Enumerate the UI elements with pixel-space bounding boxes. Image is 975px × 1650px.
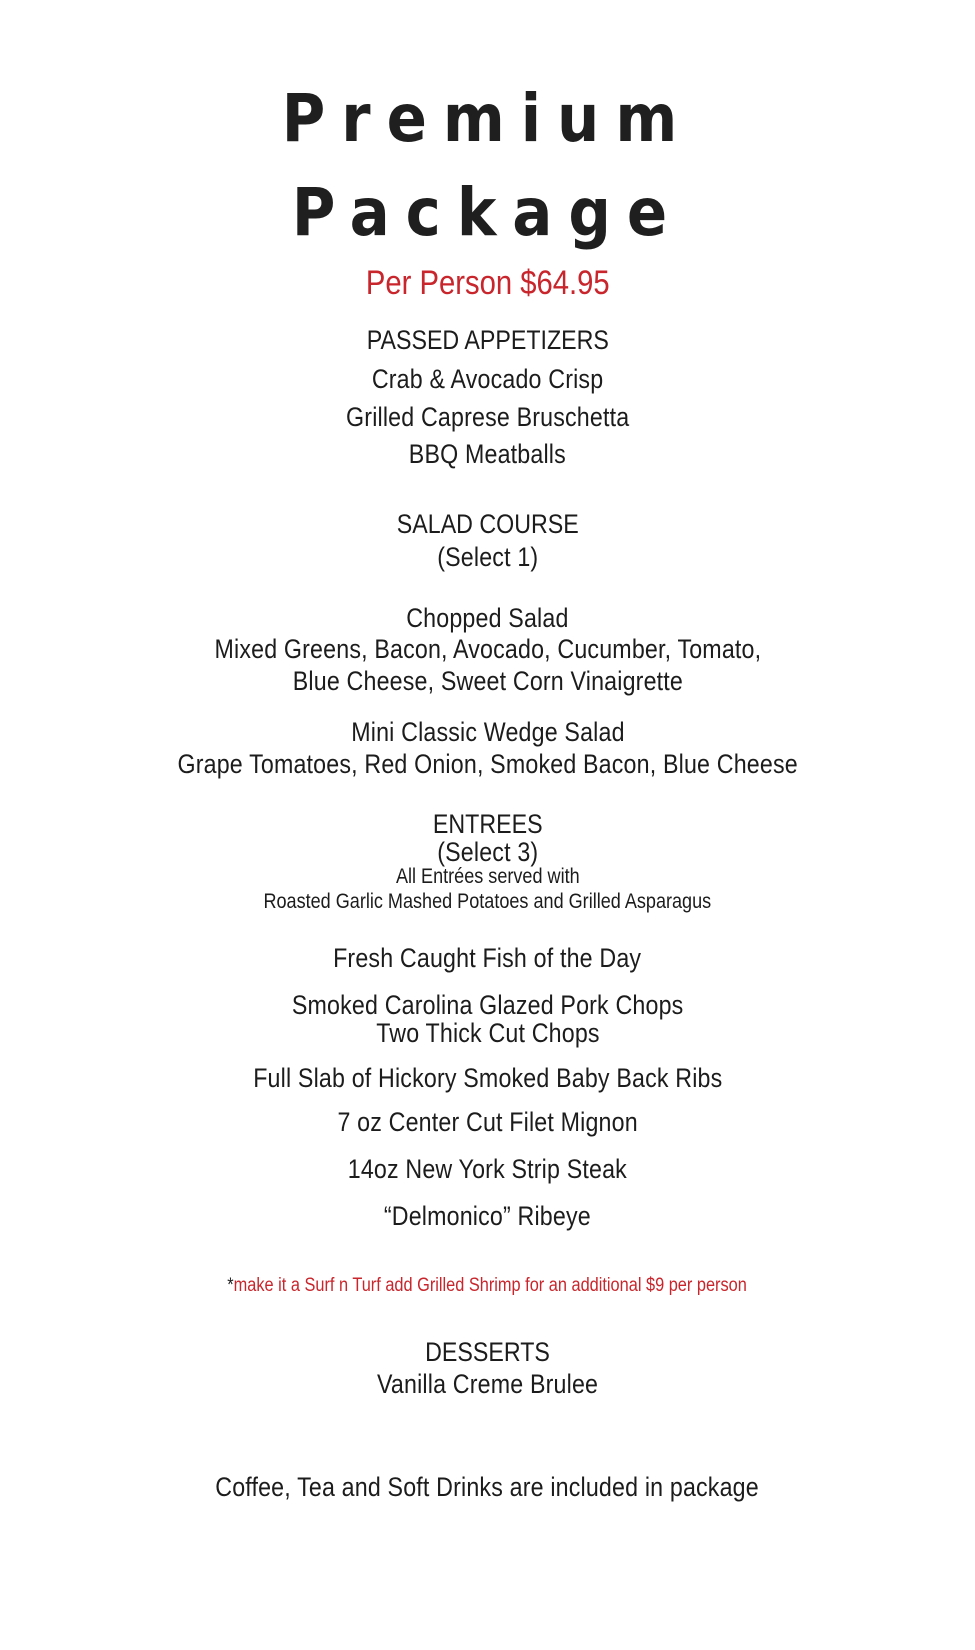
appetizers-heading: PASSED APPETIZERS (366, 325, 609, 355)
appetizer-item: Grilled Caprese Bruschetta (345, 402, 630, 432)
desserts-heading: DESSERTS (425, 1337, 550, 1367)
entree-item-ribeye: “Delmonico” Ribeye (384, 1201, 591, 1231)
salad-heading: SALAD COURSE (396, 509, 579, 539)
entree-item-strip-steak: 14oz New York Strip Steak (347, 1154, 628, 1184)
note-asterisk: * (227, 1275, 235, 1296)
chopped-salad-name: Chopped Salad (406, 603, 569, 633)
wedge-salad-description: Grape Tomatoes, Red Onion, Smoked Bacon, Blue Cheese (177, 749, 798, 779)
dessert-item: Vanilla Creme Brulee (376, 1369, 599, 1399)
package-title-line-1: Premium (281, 80, 694, 157)
chopped-salad-description: Mixed Greens, Bacon, Avocado, Cucumber, Tomato, (214, 634, 761, 664)
entree-item-filet: 7 oz Center Cut Filet Mignon (337, 1107, 638, 1137)
price-per-person: Per Person $64.95 (365, 264, 610, 302)
entrees-heading: ENTREES (432, 809, 543, 839)
note-text: make it a Surf n Turf add Grilled Shrimp for an additional $9 per person (234, 1275, 748, 1296)
entree-item-pork-description: Two Thick Cut Chops (375, 1018, 600, 1048)
entrees-served-with: All Entrées served with (395, 865, 580, 888)
entree-item-pork-chops: Smoked Carolina Glazed Pork Chops (291, 990, 684, 1020)
appetizer-item: Crab & Avocado Crisp (371, 364, 604, 394)
salad-select-note: (Select 1) (436, 542, 539, 572)
surf-n-turf-note (0, 1276, 975, 1295)
entree-item-ribs: Full Slab of Hickory Smoked Baby Back Ribs (252, 1063, 723, 1093)
included-drinks-note: Coffee, Tea and Soft Drinks are included in package (215, 1472, 760, 1502)
entree-item-fish: Fresh Caught Fish of the Day (333, 943, 642, 973)
appetizer-item: BBQ Meatballs (408, 439, 567, 469)
entrees-select-note: (Select 3) (436, 837, 539, 867)
package-title-line-2: Package (291, 174, 684, 251)
wedge-salad-name: Mini Classic Wedge Salad (350, 717, 625, 747)
chopped-salad-description: Blue Cheese, Sweet Corn Vinaigrette (292, 666, 683, 696)
entrees-sides: Roasted Garlic Mashed Potatoes and Grilled Asparagus (263, 890, 712, 913)
